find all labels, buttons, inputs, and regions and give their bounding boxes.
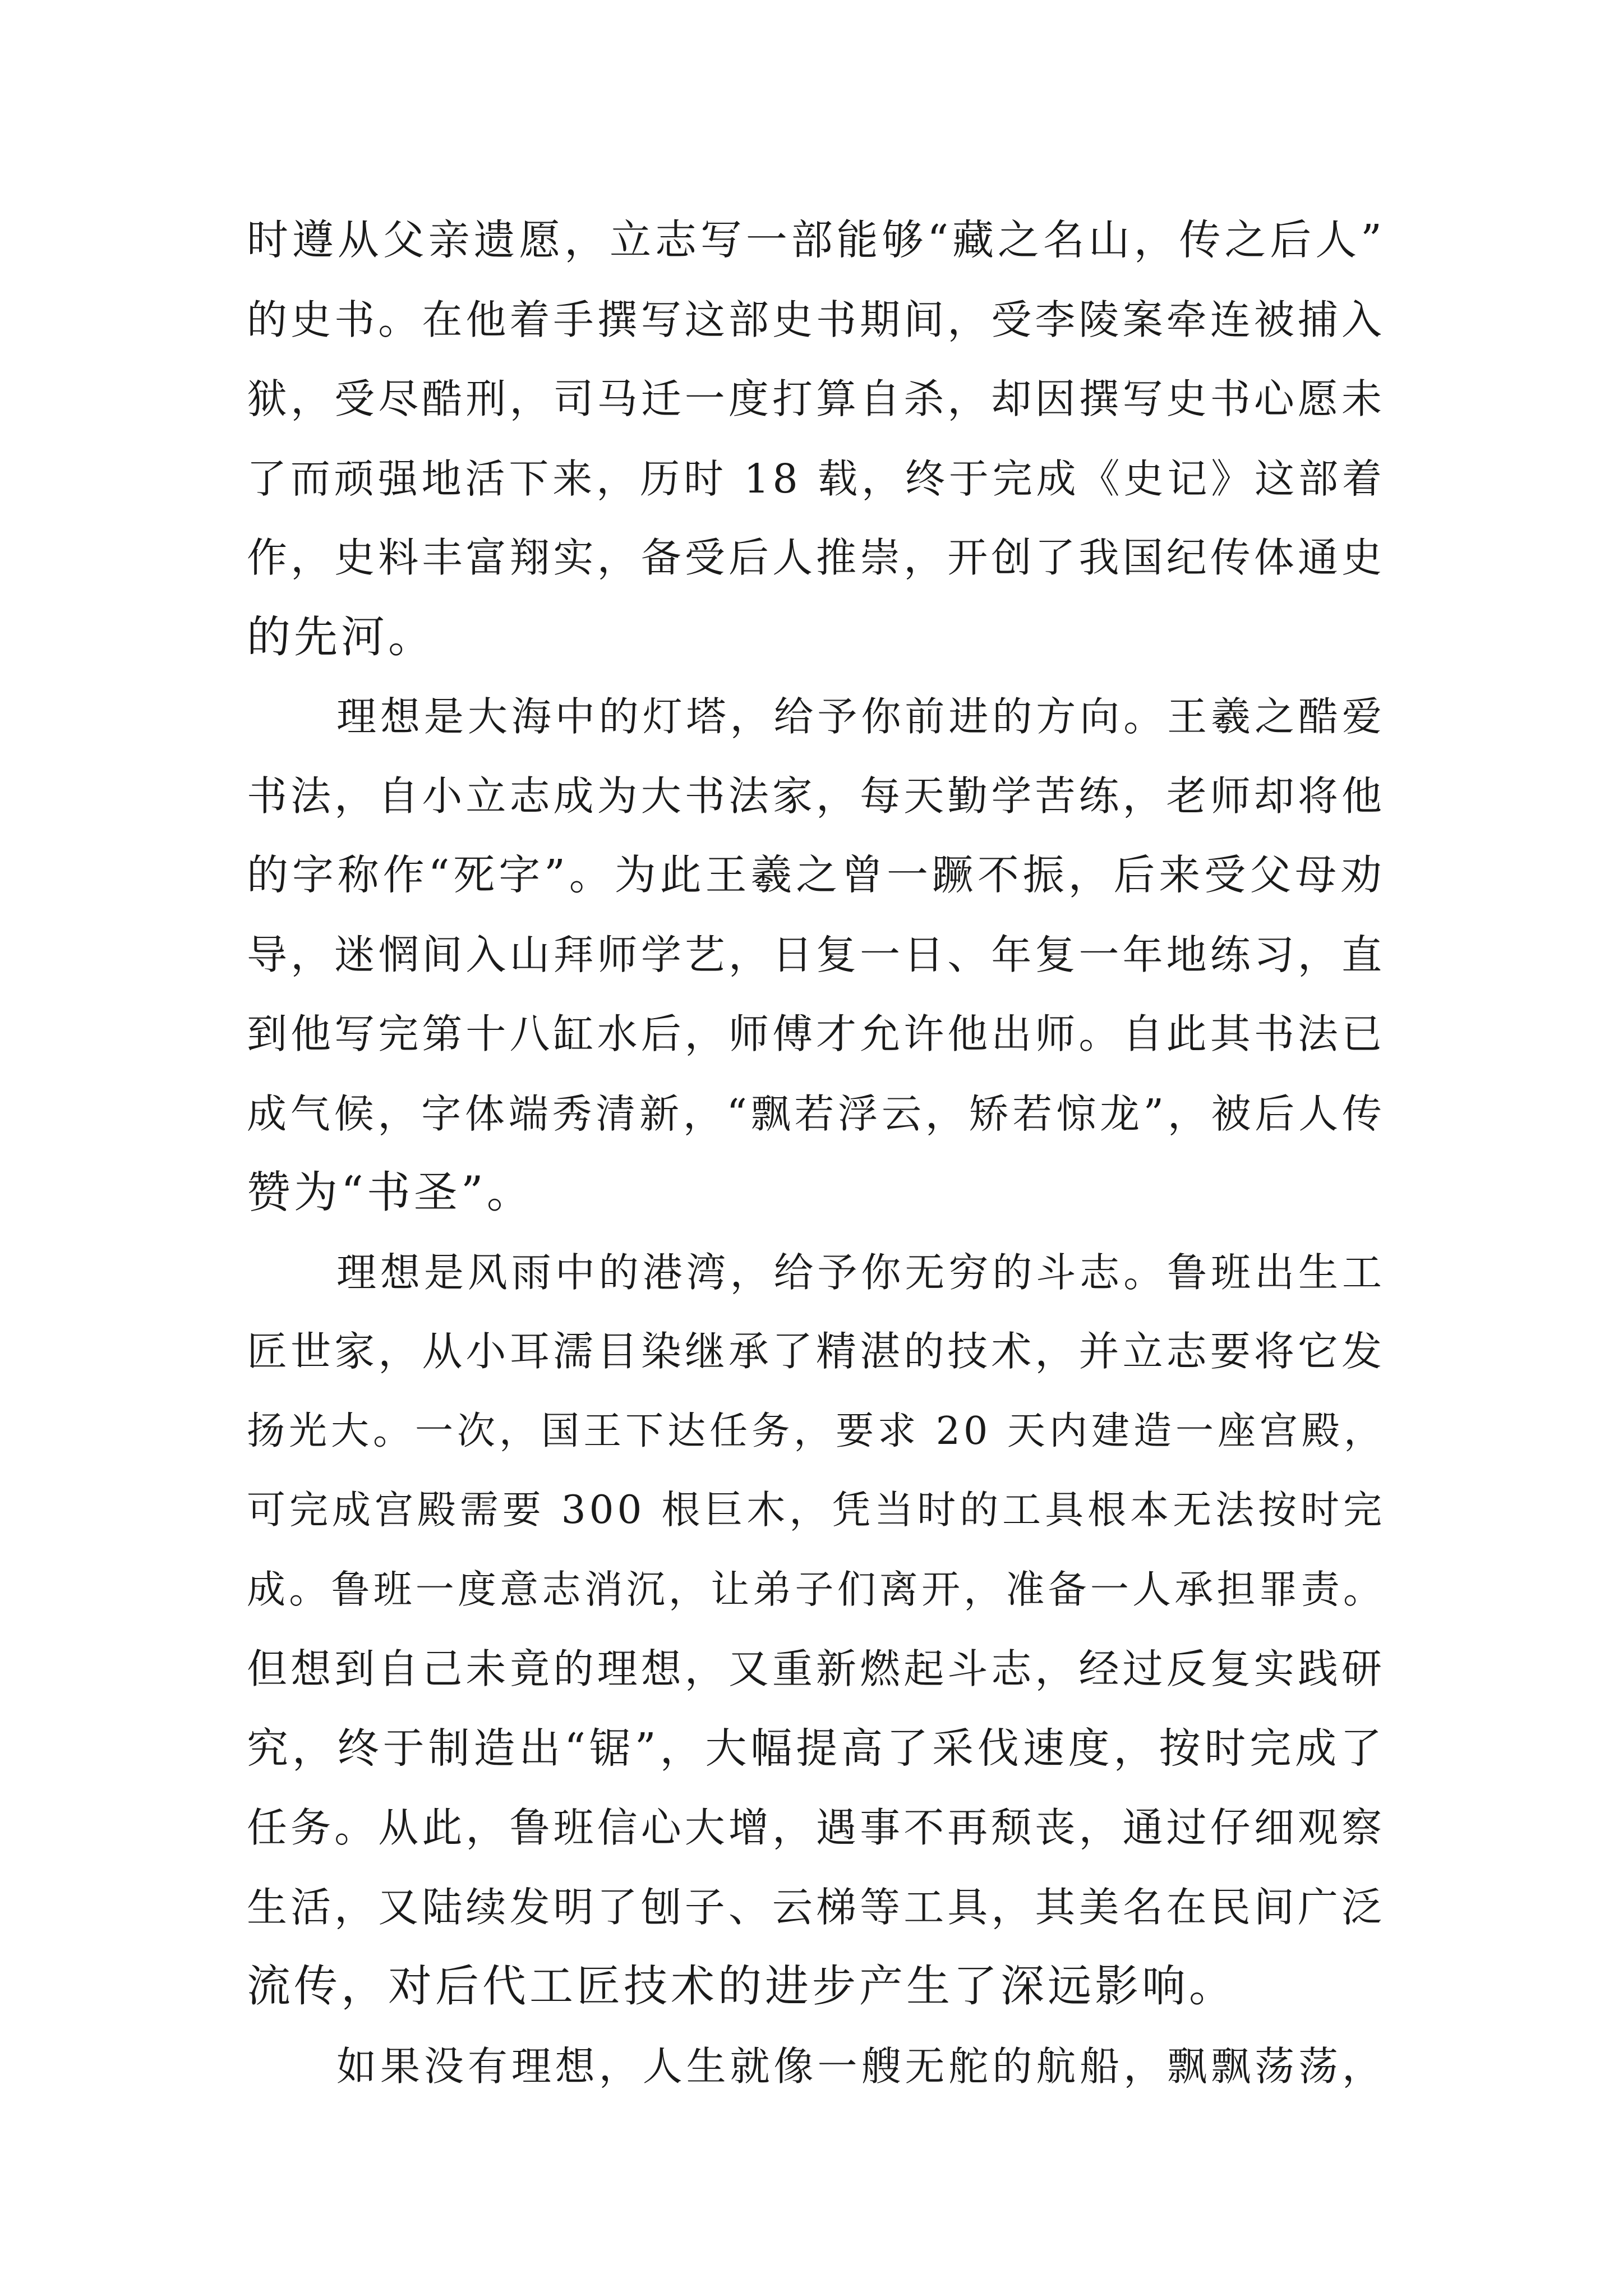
text-line: 任务。从此，鲁班信心大增，遇事不再颓丧，通过仔细观察 xyxy=(247,1804,1385,1851)
text-line: 可完成宫殿需要 300 根巨木，凭当时的工具根本无法按时完 xyxy=(247,1488,1385,1533)
text-line: 究，终于制造出“锯”，大幅提高了采伐速度，按时完成了 xyxy=(247,1724,1385,1773)
text-line: 成。鲁班一度意志消沉，让弟子们离开，准备一人承担罪责。 xyxy=(247,1567,1385,1612)
text-line: 成气候，字体端秀清新，“飘若浮云，矫若惊龙”，被后人传 xyxy=(247,1090,1385,1137)
text-line: 匠世家，从小耳濡目染继承了精湛的技术，并立志要将它发 xyxy=(247,1328,1385,1375)
text-line: 的史书。在他着手撰写这部史书期间，受李陵案牵连被捕入 xyxy=(247,296,1385,343)
text-line: 了而顽强地活下来，历时 18 载，终于完成《史记》这部着 xyxy=(247,455,1385,502)
paragraph-3 xyxy=(247,1233,1385,2027)
paragraph-2 xyxy=(247,677,1385,1233)
paragraph-4 xyxy=(247,2027,1385,2106)
text-line: 到他写完第十八缸水后，师傅才允许他出师。自此其书法已 xyxy=(247,1010,1385,1057)
text-line: 生活，又陆续发明了刨子、云梯等工具，其美名在民间广泛 xyxy=(247,1883,1385,1931)
paragraph-1 xyxy=(247,201,1385,677)
text-line: 狱，受尽酷刑，司马迁一度打算自杀，却因撰写史书心愿未 xyxy=(247,375,1385,422)
text-line: 扬光大。一次，国王下达任务，要求 20 天内建造一座宫殿， xyxy=(247,1409,1385,1453)
text-line: 理想是大海中的灯塔，给予你前进的方向。王羲之酷爱 xyxy=(336,693,1385,740)
text-line: 流传，对后代工匠技术的进步产生了深远影响。 xyxy=(247,1961,1237,2012)
body-text xyxy=(247,201,1385,2106)
text-line: 理想是风雨中的港湾，给予你无穷的斗志。鲁班出生工 xyxy=(336,1249,1385,1296)
text-line: 时遵从父亲遗愿，立志写一部能够“藏之名山，传之后人” xyxy=(247,216,1385,264)
text-line: 但想到自己未竟的理想，又重新燃起斗志，经过反复实践研 xyxy=(247,1645,1385,1692)
text-line: 如果没有理想，人生就像一艘无舵的航船，飘飘荡荡， xyxy=(336,2042,1385,2090)
text-line: 书法，自小立志成为大书法家，每天勤学苦练，老师却将他 xyxy=(247,772,1385,820)
text-line: 导，迷惘间入山拜师学艺，日复一日、年复一年地练习，直 xyxy=(247,931,1385,978)
text-line: 的字称作“死字”。为此王羲之曾一蹶不振，后来受父母劝 xyxy=(247,851,1385,899)
text-line: 作，史料丰富翔实，备受后人推崇，开创了我国纪传体通史 xyxy=(247,534,1385,581)
text-line: 赞为“书圣”。 xyxy=(247,1167,534,1218)
text-line: 的先河。 xyxy=(247,611,436,662)
